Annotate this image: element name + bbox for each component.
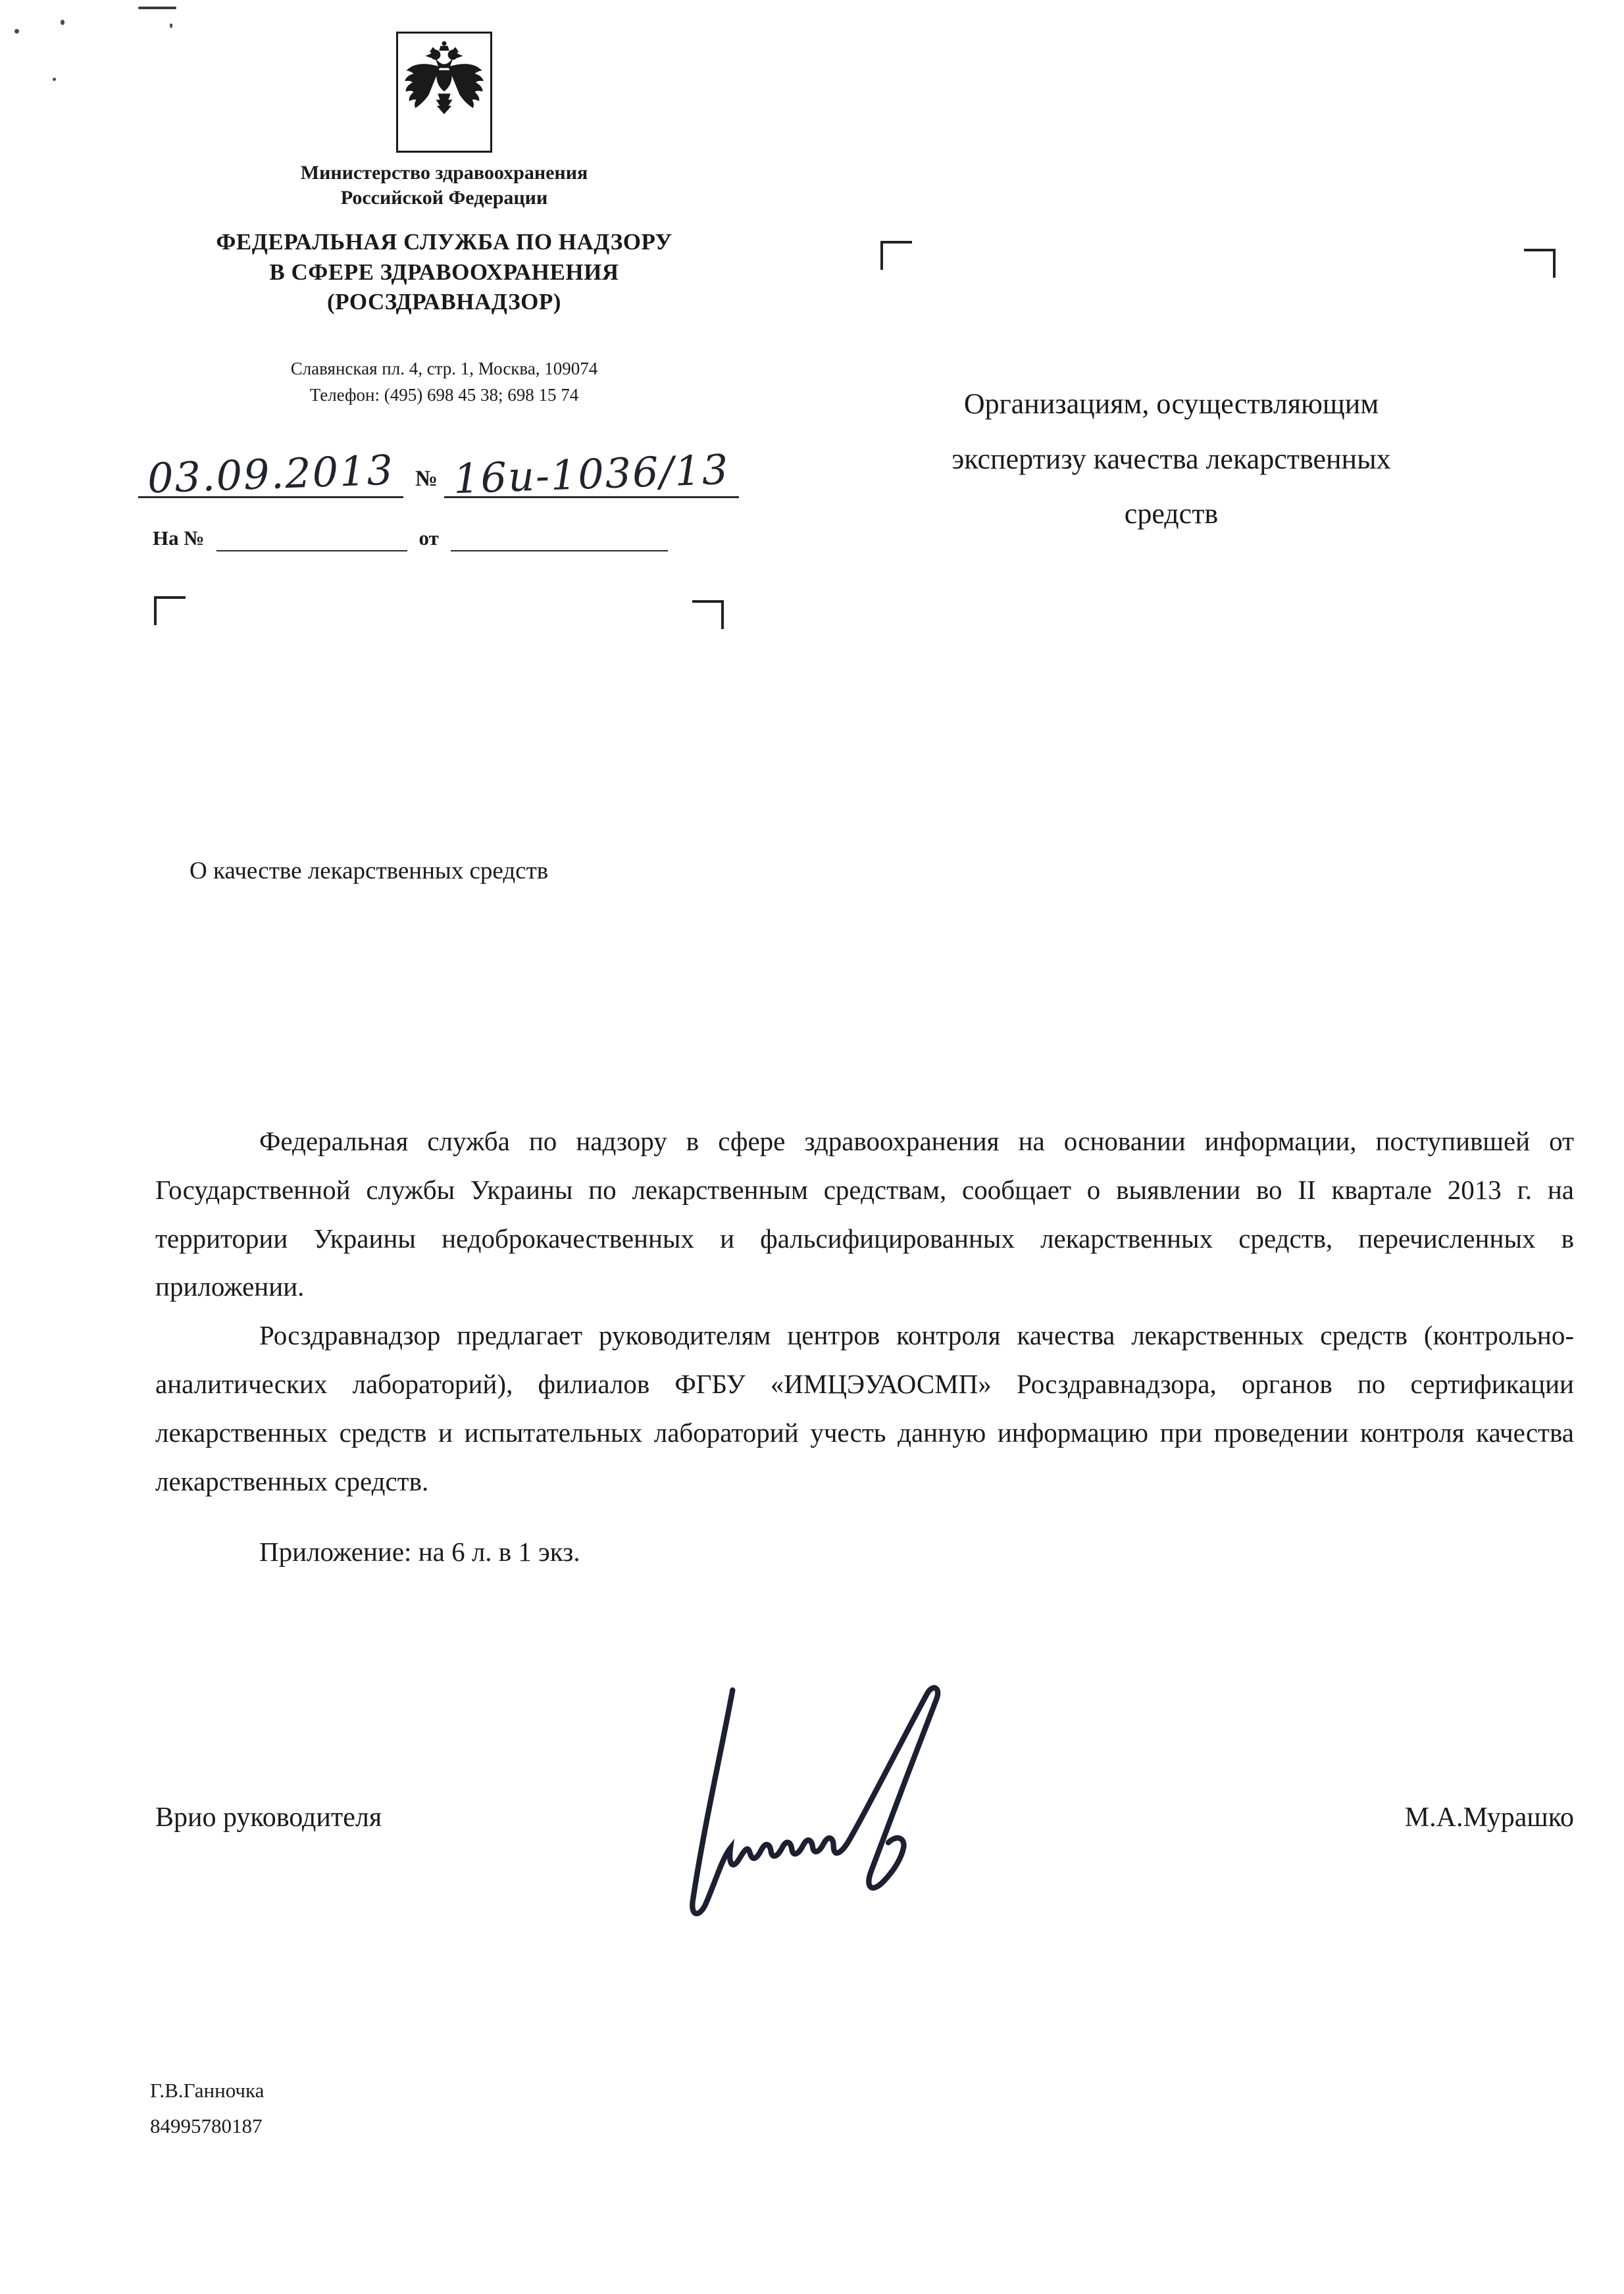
scan-speck (53, 78, 56, 81)
agency-phone: Телефон: (495) 698 45 38; 698 15 74 (309, 385, 579, 405)
signature-row (155, 1802, 1574, 1833)
letter-body (155, 1117, 1574, 1577)
scan-mark (138, 7, 176, 9)
letterhead (151, 32, 737, 409)
ref-number-blank (216, 528, 407, 551)
addressee-line-2: экспертизу качества лекарственных (952, 442, 1391, 475)
coat-of-arms-icon (396, 32, 492, 153)
executor-phone: 84995780187 (150, 2114, 263, 2138)
addressee-line-3: средств (1124, 497, 1219, 530)
body-paragraph-2: Росздравнадзор предлагает руководителям центров контроля качества лекарственных средств (контрольно-аналитических лабораторий), филиалов ФГБУ «ИМЦЭУАОСМП» Росздравнадзора, органов по сертификации лекарственных средств и испытательных лабораторий учесть данную информацию при проведении контроля качества лекарственных средств. (155, 1320, 1574, 1496)
ministry-title (151, 161, 737, 210)
reference-line (153, 526, 680, 551)
number-blank (444, 445, 738, 503)
signer-name: М.А.Мурашко (1404, 1802, 1574, 1833)
ref-on-label: На № (153, 526, 205, 549)
addressee-line-1: Организациям, осуществляющим (963, 388, 1379, 420)
body-paragraph-1: Федеральная служба по надзору в сфере здравоохранения на основании информации, поступившей от Государственной службы Украины по лекарственным средствам, сообщает о выявлении во II квартале 2013 г. на территории Украины недоброкачественных и фальсифицированных лекарственных средств, перечисленных в приложении. (155, 1126, 1574, 1302)
executor-name: Г.В.Ганночка (150, 2079, 265, 2102)
scan-speck (61, 20, 64, 25)
ministry-line-1: Министерство здравоохранения (300, 162, 588, 184)
date-blank (138, 446, 403, 503)
corner-mark (692, 600, 724, 629)
agency-line-2: В СФЕРЕ ЗДРАВООХРАНЕНИЯ (269, 259, 619, 285)
signer-position: Врио руководителя (155, 1802, 382, 1833)
outgoing-number-line (138, 445, 739, 503)
corner-mark (154, 596, 186, 625)
scan-speck (170, 24, 172, 28)
executor-block (150, 2073, 264, 2145)
handwritten-date: 03.09.2013 (146, 446, 395, 503)
ministry-line-2: Российской Федерации (340, 186, 548, 209)
agency-address: Славянская пл. 4, стр. 1, Москва, 109074 (290, 358, 598, 378)
addressee-block (869, 376, 1474, 542)
agency-line-3: (РОСЗДРАВНАДЗОР) (327, 289, 561, 315)
subject-line: О качестве лекарственных средств (190, 857, 549, 884)
agency-title (151, 227, 737, 317)
corner-mark (1524, 249, 1556, 278)
ref-date-blank (451, 528, 668, 551)
attachment-line: Приложение: на 6 л. в 1 экз. (259, 1537, 580, 1568)
agency-line-1: ФЕДЕРАЛЬНАЯ СЛУЖБА ПО НАДЗОРУ (216, 229, 672, 255)
handwritten-number: 16и-1036/13 (453, 445, 730, 503)
agency-contacts (151, 355, 737, 409)
number-sign: № (415, 467, 438, 491)
ref-from-label: от (419, 526, 439, 549)
corner-mark (880, 241, 912, 270)
scan-speck (14, 29, 19, 34)
